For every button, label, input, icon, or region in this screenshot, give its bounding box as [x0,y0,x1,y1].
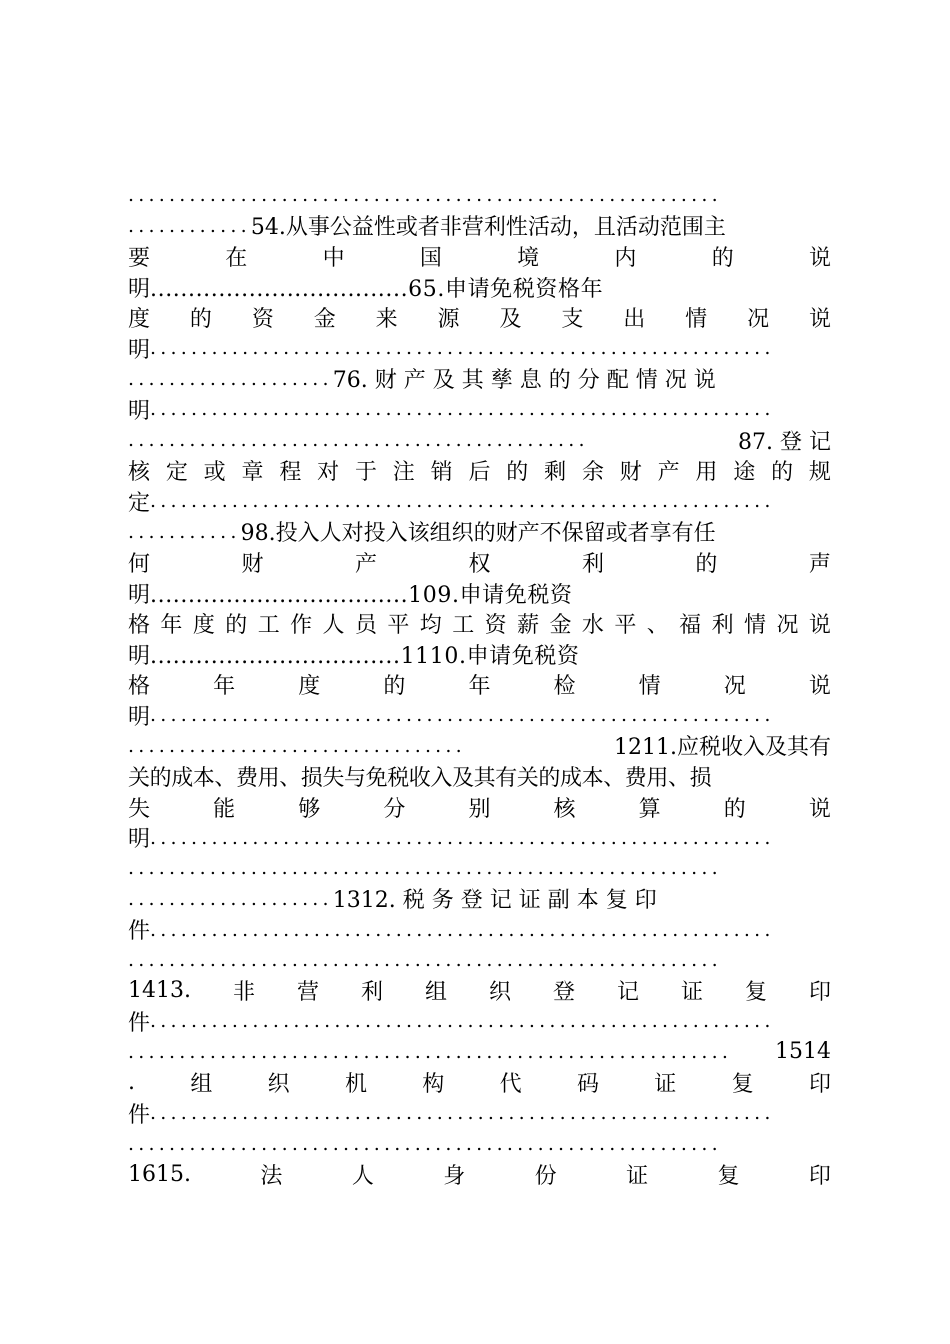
toc-char: 何 [128,551,151,577]
toc-char: 复 [717,1163,740,1189]
toc-char: 格 [128,674,151,700]
toc-char: 格 [128,613,151,639]
toc-char: 度 [192,613,215,639]
toc-entry-11[interactable] [128,639,831,670]
toc-entry-10[interactable] [128,578,831,609]
toc-entry-8[interactable] [128,425,831,456]
toc-char: 中 [322,245,345,271]
toc-line [128,1128,831,1159]
toc-char: 证 [626,1163,649,1189]
toc-char: 或 [203,460,226,486]
toc-char: 的 [695,551,718,577]
toc-line [128,700,831,731]
toc-entry-15[interactable] [128,1037,831,1068]
toc-char: 资 [251,307,274,333]
toc-entry-12[interactable] [128,731,831,762]
toc-char: 销 [430,460,453,486]
toc-line-justified [128,670,831,701]
toc-char: 况 [747,307,770,333]
toc-line-justified [128,792,831,823]
toc-char: 声 [808,551,831,577]
toc-char: 的 [771,460,794,486]
toc-char: 的 [383,674,406,700]
toc-char: 人 [322,613,345,639]
toc-char: 度 [128,307,151,333]
toc-char: 员 [354,613,377,639]
toc-char: 途 [733,460,756,486]
leader-dots: .......................................................... [128,949,722,972]
toc-entry-title: 76. 财 产 及 其 孳 息 的 分 配 情 况 说 [332,368,716,394]
toc-entry-13[interactable] [128,884,831,915]
toc-entry-14[interactable] [128,975,831,1006]
toc-line-justified [128,608,831,639]
toc-text: 件 [128,1102,151,1128]
toc-char: 财 [241,551,264,577]
toc-char: 的 [189,307,212,333]
toc-line [128,853,831,884]
toc-char: 年 [213,674,236,700]
toc-char: 利 [711,613,734,639]
toc-entry-9[interactable] [128,517,831,548]
toc-line [128,394,831,425]
toc-text: 明 [128,276,151,302]
toc-char: 组 [190,1072,213,1098]
leader-dots: ................................. [128,734,466,757]
toc-entry-16[interactable] [128,1159,831,1190]
toc-char: 、 [646,613,669,639]
toc-char: 年 [160,613,183,639]
toc-char: 平 [614,613,637,639]
toc-line-justified [128,1067,831,1098]
toc-char: 产 [354,551,377,577]
leader-dots: ........... [128,520,241,543]
toc-char: 记 [616,980,639,1006]
toc-char: 国 [419,245,442,271]
toc-char: 检 [553,674,576,700]
toc-char: 1413. [128,978,191,1004]
toc-char: 分 [383,796,406,822]
toc-char: 身 [443,1163,466,1189]
toc-char: 规 [808,460,831,486]
leader-dots: ........................................................... [128,1040,733,1063]
leader-dots: ............................................................. [150,826,775,849]
toc-text: 明 [128,643,151,669]
toc-char: 权 [468,551,491,577]
toc-char: 机 [344,1072,367,1098]
leader-dots: .................... [128,367,333,390]
leader-dots: ............................................................. [150,1102,775,1125]
toc-line [128,333,831,364]
toc-char: 人 [351,1163,374,1189]
leader-dots: .......................................................... [128,184,722,207]
toc-char: 织 [488,980,511,1006]
toc-line-justified [128,302,831,333]
toc-entry-title: 1211.应税收入及其有 [614,735,831,761]
toc-char: 水 [581,613,604,639]
toc-char: 支 [561,307,584,333]
toc-char: 工 [452,613,475,639]
toc-char: 后 [468,460,491,486]
toc-char: 于 [354,460,377,486]
toc-char: 情 [685,307,708,333]
toc-char: 在 [225,245,248,271]
toc-char: 对 [317,460,340,486]
toc-line-justified [128,455,831,486]
toc-text: 件 [128,919,151,945]
toc-char: 印 [808,980,831,1006]
leader-dots: ............................................................. [150,490,775,513]
toc-char: 源 [437,307,460,333]
toc-entry-7[interactable] [128,364,831,395]
toc-char: 利 [581,551,604,577]
toc-line-justified [128,547,831,578]
toc-char: 登 [552,980,575,1006]
toc-char: 余 [581,460,604,486]
toc-char: 均 [419,613,442,639]
toc-char: 要 [128,245,151,271]
toc-char: 说 [808,245,831,271]
toc-char: 能 [213,796,236,822]
toc-char: 别 [468,796,491,822]
toc-char: 失 [128,796,151,822]
toc-char: 的 [225,613,248,639]
toc-char: 核 [553,796,576,822]
toc-entry-title: ..................................65.申请免税资格年 [150,276,604,302]
toc-text: 明 [128,704,151,730]
leader-dots: .......................................................... [128,857,722,880]
toc-char: 及 [499,307,522,333]
toc-char: 况 [723,674,746,700]
toc-char: 内 [614,245,637,271]
toc-char: 来 [375,307,398,333]
toc-char: 产 [657,460,680,486]
toc-char: 复 [744,980,767,1006]
toc-char: 1615. [128,1161,191,1187]
toc-entry-5[interactable] [128,211,831,242]
toc-line [128,1098,831,1129]
toc-entry-title: 54.从事公益性或者非营利性活动，且活动范围主 [250,215,726,241]
toc-entry-6[interactable] [128,272,831,303]
toc-text: 关的成本、费用、损失与免税收入及其有关的成本、费用、损 [128,766,712,792]
toc-char: 福 [679,613,702,639]
toc-entry-title: 87. 登 记 [738,429,831,455]
toc-text: 明 [128,398,151,424]
toc-char: 薪 [517,613,540,639]
toc-line [128,1006,831,1037]
toc-char: 营 [296,980,319,1006]
toc-char: 平 [387,613,410,639]
toc-char: 情 [744,613,767,639]
toc-char: 财 [619,460,642,486]
toc-char: . [128,1070,135,1096]
toc-char: 的 [711,245,734,271]
toc-char: 织 [267,1072,290,1098]
toc-line-justified [128,241,831,272]
toc-char: 作 [290,613,313,639]
toc-entry-title: .................................1110.申请免税资 [150,643,580,669]
toc-entry-title: 1514 [775,1039,831,1065]
leader-dots: ............................................................. [150,704,775,727]
toc-char: 组 [424,980,447,1006]
toc-char: 年 [468,674,491,700]
toc-line [128,761,831,792]
toc-char: 情 [638,674,661,700]
toc-char: 资 [484,613,507,639]
toc-char: 利 [360,980,383,1006]
toc-char: 用 [695,460,718,486]
toc-char: 证 [680,980,703,1006]
toc-char: 够 [298,796,321,822]
toc-text: 件 [128,1010,151,1036]
toc-char: 代 [499,1072,522,1098]
leader-dots: ............................................................. [150,337,775,360]
toc-char: 出 [623,307,646,333]
toc-entry-title: 98.投入人对投入该组织的财产不保留或者享有任 [240,521,716,547]
toc-line [128,945,831,976]
toc-char: 的 [506,460,529,486]
toc-line [128,180,831,211]
toc-char: 说 [808,674,831,700]
toc-char: 份 [534,1163,557,1189]
toc-text: 明 [128,582,151,608]
toc-char: 证 [654,1072,677,1098]
toc-entry-title: 1312. 税 务 登 记 证 副 本 复 印 [332,888,657,914]
toc-char: 法 [260,1163,283,1189]
toc-document [128,180,831,1190]
toc-char: 定 [165,460,188,486]
toc-char: 境 [517,245,540,271]
toc-char: 况 [776,613,799,639]
leader-dots: ............................................................. [150,398,775,421]
toc-char: 的 [723,796,746,822]
toc-char: 金 [313,307,336,333]
toc-text: 定 [128,490,151,516]
toc-char: 码 [576,1072,599,1098]
leader-dots: .......................................................... [128,1132,722,1155]
toc-char: 核 [128,460,151,486]
toc-char: 构 [422,1072,445,1098]
toc-line [128,822,831,853]
toc-entry-title: ..................................109.申请免税资 [150,582,573,608]
toc-line [128,486,831,517]
toc-char: 金 [549,613,572,639]
leader-dots: ............................................. [128,429,589,452]
toc-line [128,914,831,945]
toc-char: 工 [257,613,280,639]
leader-dots: ............................................................. [150,918,775,941]
toc-char: 印 [808,1072,831,1098]
toc-char: 章 [241,460,264,486]
leader-dots: .................... [128,887,333,910]
toc-char: 算 [638,796,661,822]
toc-text: 明 [128,827,151,853]
toc-char: 复 [731,1072,754,1098]
toc-char: 度 [298,674,321,700]
leader-dots: ............................................................. [150,1010,775,1033]
toc-char: 程 [279,460,302,486]
toc-text: 明 [128,337,151,363]
leader-dots: ............ [128,214,251,237]
toc-char: 非 [232,980,255,1006]
toc-char: 印 [808,1163,831,1189]
toc-char: 剩 [544,460,567,486]
toc-char: 注 [392,460,415,486]
toc-char: 说 [808,796,831,822]
toc-char: 说 [808,307,831,333]
toc-char: 说 [808,613,831,639]
